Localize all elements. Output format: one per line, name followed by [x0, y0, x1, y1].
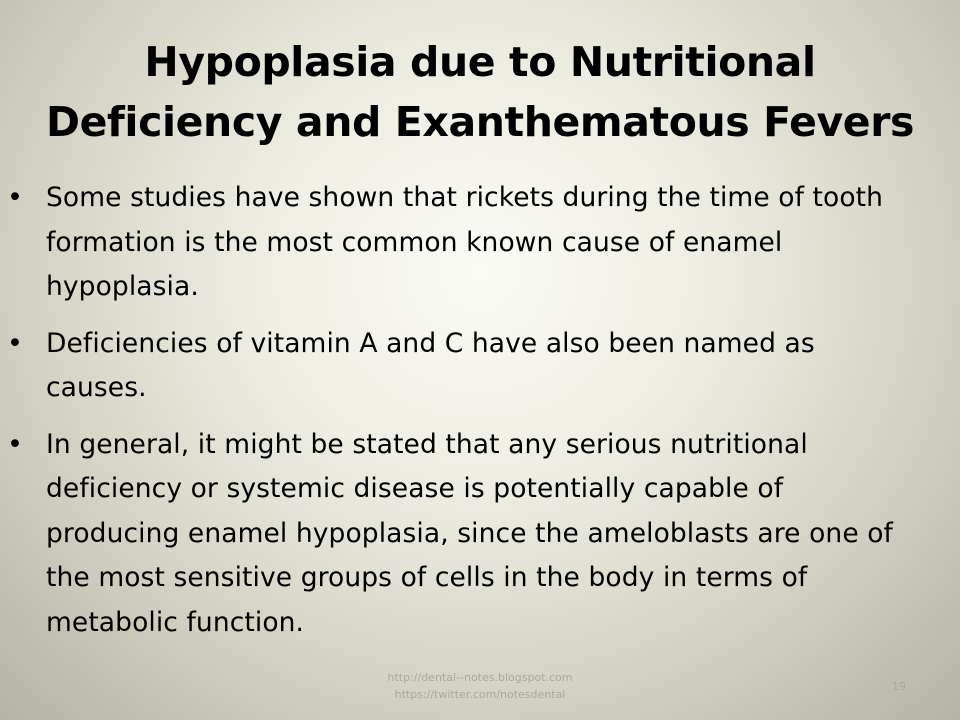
footer-blog-url: http://dental--notes.blogspot.com	[387, 671, 573, 684]
bullet-item	[0, 423, 960, 646]
bullet-marker: •	[7, 428, 23, 460]
bullet-marker: •	[7, 182, 23, 213]
page-number: 19	[892, 680, 906, 693]
bullet-item	[0, 322, 960, 411]
bullet-text: In general, it might be stated that any serious nutritional deficiency or systemic disease is potentially capable of producing enamel hypoplasia, since the ameloblasts are one of the most sensitive groups of cells in the body in terms of metabolic function.	[46, 428, 893, 638]
footer-links	[330, 669, 630, 703]
bullet-list	[0, 176, 960, 657]
bullet-text: Some studies have shown that rickets during the time of tooth formation is the most common known cause of enamel hypoplasia.	[46, 182, 884, 302]
bullet-marker: •	[7, 327, 23, 359]
slide-title	[40, 32, 920, 152]
slide-title-line-1: Hypoplasia due to Nutritional	[144, 38, 816, 86]
footer-twitter-url: https://twitter.com/notesdental	[394, 688, 566, 701]
bullet-item	[0, 176, 960, 310]
bullet-text: Deficiencies of vitamin A and C have also been named as causes.	[46, 327, 815, 403]
slide-title-line-2: Deficiency and Exanthematous Fevers	[45, 98, 915, 146]
